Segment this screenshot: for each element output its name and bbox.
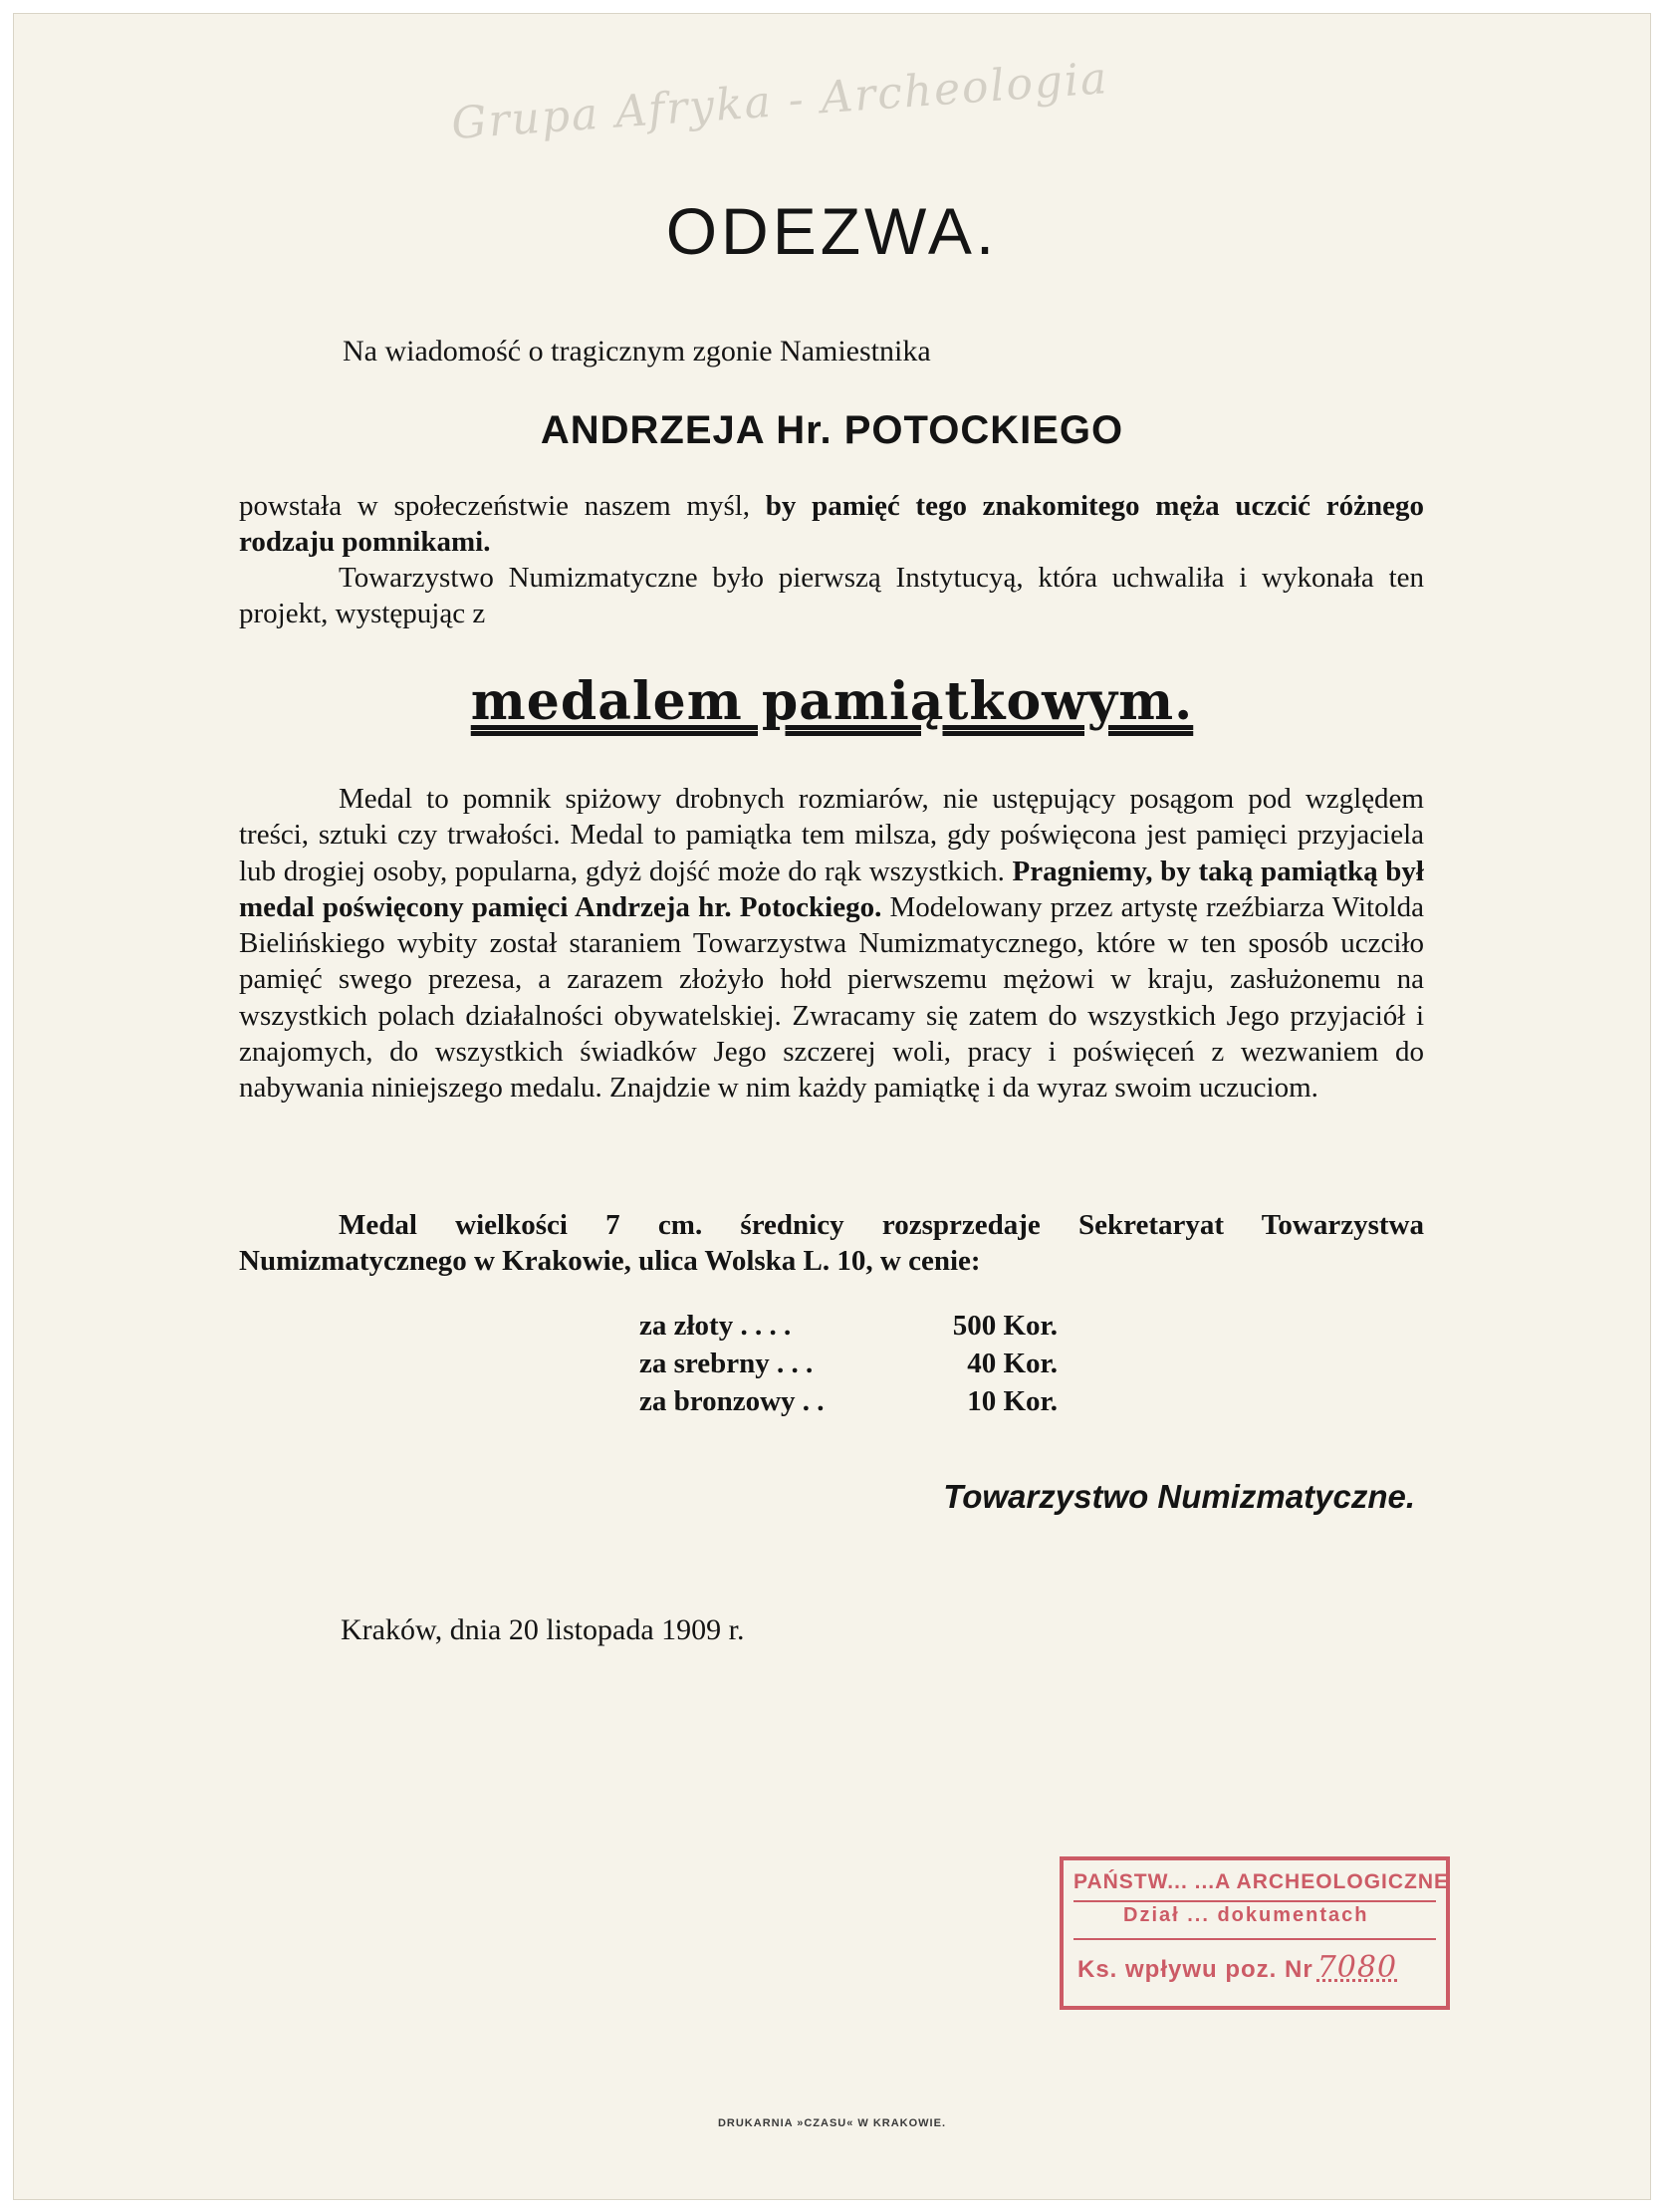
stamp-number: 7080	[1316, 1950, 1398, 1985]
sales-text	[239, 1207, 1424, 1279]
lead-line: Na wiadomość o tragicznym zgonie Namiestnika	[343, 335, 931, 368]
intro-text: powstała w społeczeństwie naszem myśl,	[239, 490, 766, 522]
archive-stamp	[1060, 1856, 1450, 2010]
medal-text-a: Medal to pomnik spiżowy drobnych rozmiarów, nie ustępujący posągom pod względem treści, sztuki czy trwałości. Medal to pamiątka tem milsza, gdy poświęcona jest pamięci przyjaciela lub drogiej osoby, popularna, gdyż dojść może do rąk wszystkich.	[239, 783, 1424, 887]
price-list	[639, 1307, 1058, 1420]
stamp-line-2: Dział ... dokumentach	[1123, 1904, 1369, 1926]
price-value: 10 Kor.	[967, 1385, 1058, 1417]
price-row-bronze	[639, 1382, 1058, 1420]
honoree-name: ANDRZEJA Hr. POTOCKIEGO	[540, 408, 1124, 452]
paragraph-medal-text	[239, 781, 1424, 1106]
price-label: za bronzowy . .	[639, 1385, 825, 1417]
price-row-silver	[639, 1345, 1058, 1382]
document-sheet	[14, 14, 1650, 2199]
price-value: 500 Kor.	[952, 1310, 1058, 1342]
medal-text-c: Modelowany przez artystę rzeźbiarza Witolda Bielińskiego wybity został staraniem Towarzystwa Numizmatycznego, które w ten sposób uczciło pamięć swego prezesa, a zarazem złożyło hołd pierwszemu mężowi w kraju, zasłużonemu na wszystkich polach działalności obywatelskiej. Zwracamy się zatem do wszystkich Jego przyjaciół i znajomych, do wszystkich świadków Jego szczerej woli, pracy i poświęceń z wezwaniem do nabywania niniejszego medalu. Znajdzie w nim każdy pamiątkę i da wyraz swoim uczuciom.	[239, 890, 1424, 1105]
price-row-gold	[639, 1307, 1058, 1345]
price-value: 40 Kor.	[967, 1348, 1058, 1379]
price-label: za złoty . . . .	[639, 1310, 792, 1342]
paragraph-intro	[239, 488, 1424, 631]
stamp-line-1: PAŃSTW... ...A ARCHEOLOGICZNE	[1073, 1870, 1450, 1893]
paragraph-intro-first	[239, 488, 1424, 560]
signature: Towarzystwo Numizmatyczne.	[943, 1478, 1415, 1515]
medal-text-bold: Pragniemy, by taką pamiątką był medal poświęcony pamięci Andrzeja hr. Potockiego.	[239, 855, 1424, 923]
stamp-rule	[1073, 1938, 1436, 1940]
sales-text-bold: Medal wielkości 7 cm. średnicy rozsprzedaje Sekretaryat Towarzystwa Numizmatycznego w Krakowie, ulica Wolska L. 10, w cenie:	[239, 1209, 1424, 1277]
stamp-rule	[1073, 1900, 1436, 1902]
stamp-line-3	[1077, 1950, 1397, 1985]
page-title: ODEZWA.	[665, 194, 999, 268]
paragraph-intro-second: Towarzystwo Numizmatyczne było pierwszą Instytucyą, która uchwaliła i wykonała ten projekt, występując z	[239, 562, 1424, 629]
intro-bold: by pamięć tego znakomitego męża uczcić różnego rodzaju pomnikami.	[239, 490, 1424, 558]
paragraph-medal	[239, 781, 1424, 1106]
printer-imprint: DRUKARNIA »CZASU« W KRAKOWIE.	[717, 2117, 947, 2129]
pencil-annotation: Grupa Afryka - Archeologia	[449, 53, 1110, 150]
stamp-label: Ks. wpływu poz. Nr	[1077, 1956, 1313, 1983]
medal-heading: medalem pamiątkowym.	[470, 671, 1194, 732]
paragraph-sales	[239, 1207, 1424, 1279]
price-label: za srebrny . . .	[639, 1348, 814, 1379]
date-line: Kraków, dnia 20 listopada 1909 r.	[341, 1613, 745, 1646]
